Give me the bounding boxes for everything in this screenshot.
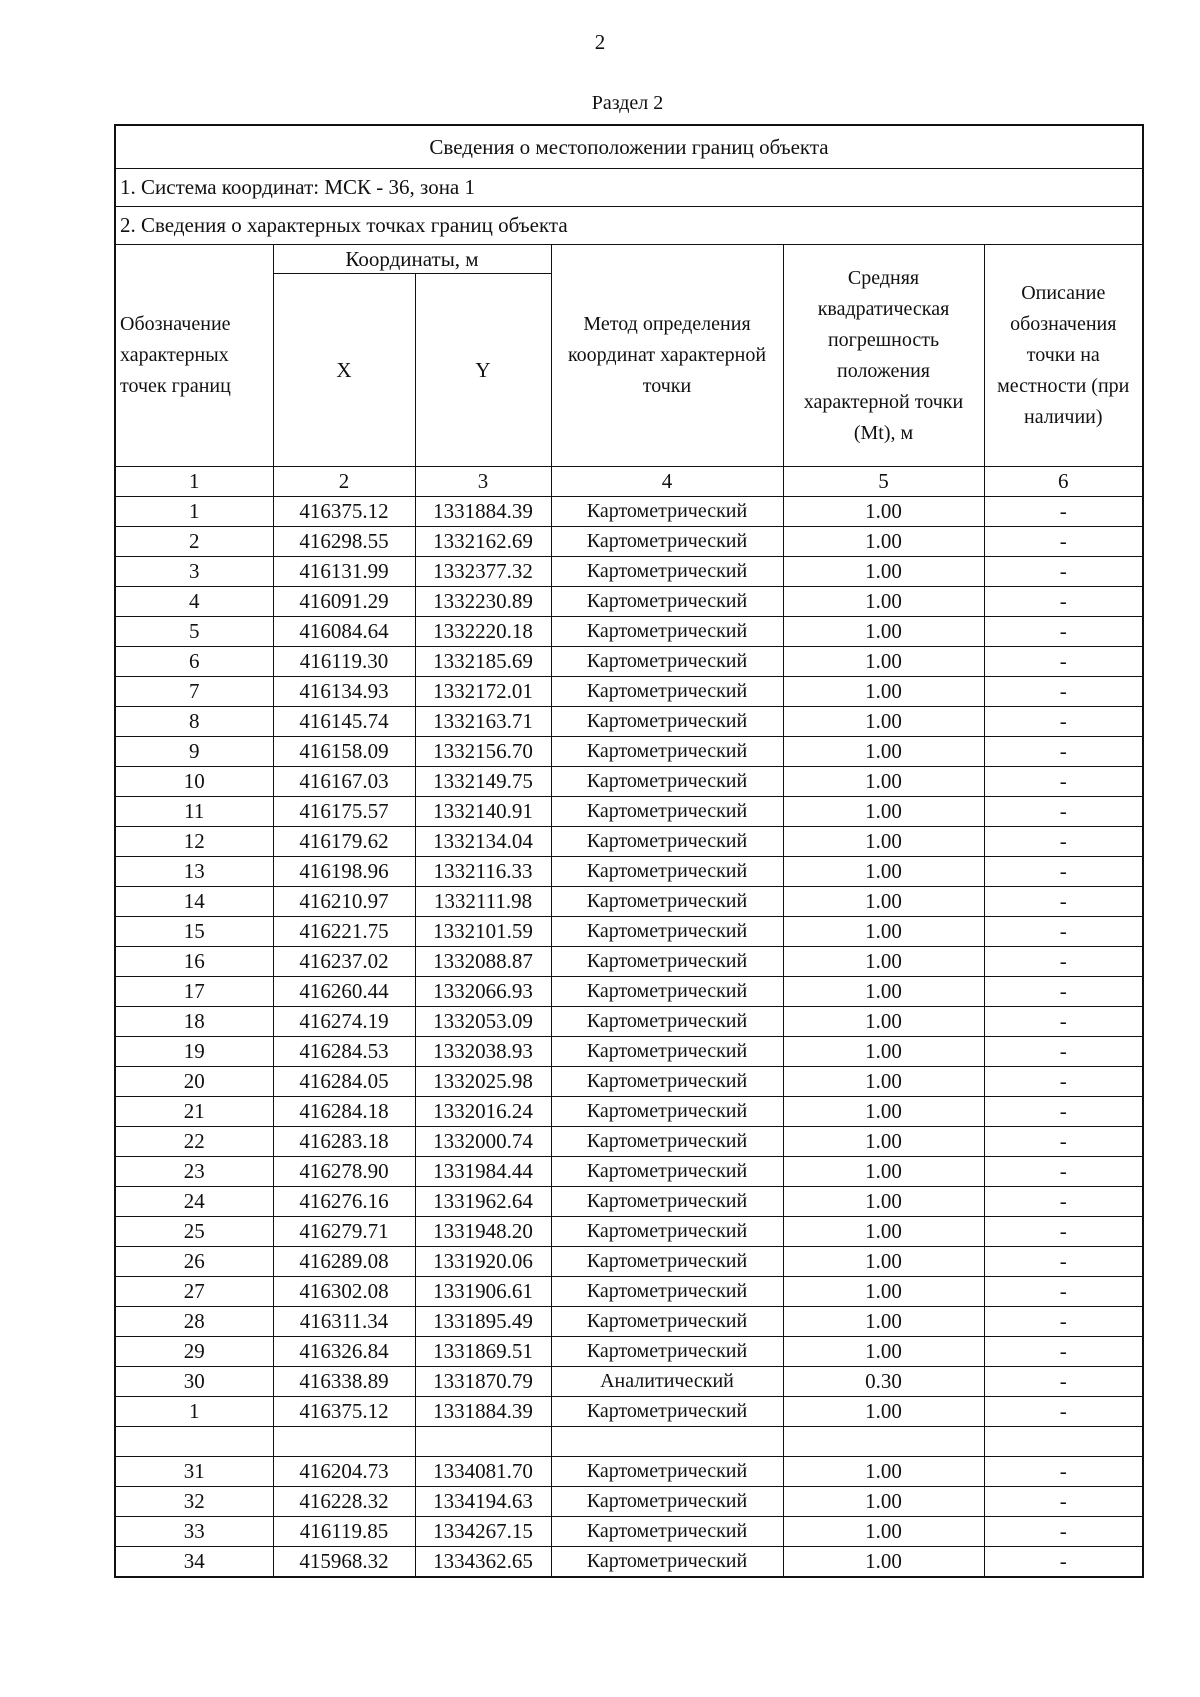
mean-error-cell: 1.00 xyxy=(783,1007,984,1037)
mean-error-cell: 1.00 xyxy=(783,1337,984,1367)
point-number-cell: 13 xyxy=(115,857,273,887)
y-coordinate-cell: 1332134.04 xyxy=(415,827,551,857)
point-number-cell: 11 xyxy=(115,797,273,827)
mean-error-cell: 1.00 xyxy=(783,617,984,647)
description-cell: - xyxy=(984,977,1143,1007)
table-row xyxy=(115,1127,1143,1157)
empty-cell xyxy=(115,1427,273,1457)
section-title: Раздел 2 xyxy=(591,92,664,114)
point-number-cell: 18 xyxy=(115,1007,273,1037)
x-coordinate-cell: 416260.44 xyxy=(273,977,415,1007)
y-coordinate-cell: 1331869.51 xyxy=(415,1337,551,1367)
point-number-cell: 24 xyxy=(115,1187,273,1217)
point-number-cell: 33 xyxy=(115,1517,273,1547)
header-x: X xyxy=(273,274,415,467)
x-coordinate-cell: 416119.85 xyxy=(273,1517,415,1547)
method-cell: Картометрический xyxy=(551,1187,783,1217)
description-cell: - xyxy=(984,1217,1143,1247)
y-coordinate-cell: 1334194.63 xyxy=(415,1487,551,1517)
y-coordinate-cell: 1332149.75 xyxy=(415,767,551,797)
point-number-cell: 6 xyxy=(115,647,273,677)
x-coordinate-cell: 416326.84 xyxy=(273,1337,415,1367)
mean-error-cell: 1.00 xyxy=(783,917,984,947)
method-cell: Аналитический xyxy=(551,1367,783,1397)
description-cell: - xyxy=(984,1277,1143,1307)
table-row xyxy=(115,1097,1143,1127)
table-row xyxy=(115,1217,1143,1247)
x-coordinate-cell: 416375.12 xyxy=(273,497,415,527)
description-cell: - xyxy=(984,1517,1143,1547)
coordinate-system: 1. Система координат: МСК - 36, зона 1 xyxy=(115,169,1143,207)
table-row xyxy=(115,1067,1143,1097)
column-number: 1 xyxy=(115,467,273,497)
y-coordinate-cell: 1332016.24 xyxy=(415,1097,551,1127)
x-coordinate-cell: 416278.90 xyxy=(273,1157,415,1187)
description-cell: - xyxy=(984,1187,1143,1217)
x-coordinate-cell: 416221.75 xyxy=(273,917,415,947)
empty-cell xyxy=(273,1427,415,1457)
point-number-cell: 16 xyxy=(115,947,273,977)
description-cell: - xyxy=(984,707,1143,737)
header-method: Метод определения координат характерной точки xyxy=(551,245,783,467)
x-coordinate-cell: 416284.05 xyxy=(273,1067,415,1097)
mean-error-cell: 1.00 xyxy=(783,587,984,617)
x-coordinate-cell: 416145.74 xyxy=(273,707,415,737)
method-cell: Картометрический xyxy=(551,917,783,947)
point-number-cell: 17 xyxy=(115,977,273,1007)
method-cell: Картометрический xyxy=(551,617,783,647)
table-row xyxy=(115,707,1143,737)
mean-error-cell: 1.00 xyxy=(783,707,984,737)
description-cell: - xyxy=(984,677,1143,707)
table-row xyxy=(115,587,1143,617)
point-number-cell: 34 xyxy=(115,1547,273,1578)
y-coordinate-cell: 1332220.18 xyxy=(415,617,551,647)
description-cell: - xyxy=(984,1457,1143,1487)
method-cell: Картометрический xyxy=(551,1487,783,1517)
mean-error-cell: 1.00 xyxy=(783,1397,984,1427)
mean-error-cell: 1.00 xyxy=(783,1127,984,1157)
x-coordinate-cell: 416338.89 xyxy=(273,1367,415,1397)
mean-error-cell: 1.00 xyxy=(783,827,984,857)
x-coordinate-cell: 416375.12 xyxy=(273,1397,415,1427)
mean-error-cell: 1.00 xyxy=(783,1307,984,1337)
x-coordinate-cell: 416204.73 xyxy=(273,1457,415,1487)
description-cell: - xyxy=(984,797,1143,827)
y-coordinate-cell: 1332000.74 xyxy=(415,1127,551,1157)
x-coordinate-cell: 416283.18 xyxy=(273,1127,415,1157)
description-cell: - xyxy=(984,1127,1143,1157)
method-cell: Картометрический xyxy=(551,1307,783,1337)
y-coordinate-cell: 1332101.59 xyxy=(415,917,551,947)
x-coordinate-cell: 416091.29 xyxy=(273,587,415,617)
method-cell: Картометрический xyxy=(551,977,783,1007)
empty-cell xyxy=(783,1427,984,1457)
table-row xyxy=(115,737,1143,767)
description-cell: - xyxy=(984,1097,1143,1127)
description-cell: - xyxy=(984,647,1143,677)
x-coordinate-cell: 416167.03 xyxy=(273,767,415,797)
mean-error-cell: 1.00 xyxy=(783,1547,984,1578)
method-cell: Картометрический xyxy=(551,827,783,857)
table-row xyxy=(115,617,1143,647)
description-cell: - xyxy=(984,1247,1143,1277)
point-number-cell: 8 xyxy=(115,707,273,737)
method-cell: Картометрический xyxy=(551,1397,783,1427)
point-number-cell: 22 xyxy=(115,1127,273,1157)
description-cell: - xyxy=(984,1487,1143,1517)
method-cell: Картометрический xyxy=(551,737,783,767)
table-row xyxy=(115,1337,1143,1367)
empty-cell xyxy=(984,1427,1143,1457)
table-row xyxy=(115,1187,1143,1217)
mean-error-cell: 1.00 xyxy=(783,1097,984,1127)
point-number-cell: 5 xyxy=(115,617,273,647)
table-row xyxy=(115,797,1143,827)
mean-error-cell: 1.00 xyxy=(783,1037,984,1067)
table-title: Сведения о местоположении границ объекта xyxy=(115,125,1143,169)
points-section-header: 2. Сведения о характерных точках границ объекта xyxy=(115,207,1143,245)
x-coordinate-cell: 416298.55 xyxy=(273,527,415,557)
point-number-cell: 2 xyxy=(115,527,273,557)
y-coordinate-cell: 1331895.49 xyxy=(415,1307,551,1337)
y-coordinate-cell: 1334267.15 xyxy=(415,1517,551,1547)
method-cell: Картометрический xyxy=(551,857,783,887)
table-row xyxy=(115,1547,1143,1578)
x-coordinate-cell: 416119.30 xyxy=(273,647,415,677)
method-cell: Картометрический xyxy=(551,1247,783,1277)
method-cell: Картометрический xyxy=(551,1067,783,1097)
x-coordinate-cell: 416134.93 xyxy=(273,677,415,707)
y-coordinate-cell: 1331920.06 xyxy=(415,1247,551,1277)
point-number-cell: 25 xyxy=(115,1217,273,1247)
method-cell: Картометрический xyxy=(551,1277,783,1307)
empty-cell xyxy=(415,1427,551,1457)
mean-error-cell: 1.00 xyxy=(783,887,984,917)
mean-error-cell: 1.00 xyxy=(783,1457,984,1487)
column-number: 4 xyxy=(551,467,783,497)
description-cell: - xyxy=(984,1157,1143,1187)
method-cell: Картометрический xyxy=(551,677,783,707)
y-coordinate-cell: 1332111.98 xyxy=(415,887,551,917)
point-number-cell: 32 xyxy=(115,1487,273,1517)
mean-error-cell: 1.00 xyxy=(783,1187,984,1217)
description-cell: - xyxy=(984,887,1143,917)
description-cell: - xyxy=(984,737,1143,767)
y-coordinate-cell: 1332025.98 xyxy=(415,1067,551,1097)
point-number-cell: 20 xyxy=(115,1067,273,1097)
method-cell: Картометрический xyxy=(551,887,783,917)
table-row xyxy=(115,1397,1143,1427)
mean-error-cell: 1.00 xyxy=(783,1157,984,1187)
y-coordinate-cell: 1331984.44 xyxy=(415,1157,551,1187)
method-cell: Картометрический xyxy=(551,707,783,737)
method-cell: Картометрический xyxy=(551,797,783,827)
point-number-cell: 14 xyxy=(115,887,273,917)
separator-row xyxy=(115,1427,1143,1457)
y-coordinate-cell: 1331870.79 xyxy=(415,1367,551,1397)
method-cell: Картометрический xyxy=(551,527,783,557)
y-coordinate-cell: 1332163.71 xyxy=(415,707,551,737)
method-cell: Картометрический xyxy=(551,1157,783,1187)
method-cell: Картометрический xyxy=(551,647,783,677)
x-coordinate-cell: 416302.08 xyxy=(273,1277,415,1307)
point-number-cell: 1 xyxy=(115,497,273,527)
mean-error-cell: 1.00 xyxy=(783,947,984,977)
point-number-cell: 27 xyxy=(115,1277,273,1307)
y-coordinate-cell: 1332377.32 xyxy=(415,557,551,587)
description-cell: - xyxy=(984,767,1143,797)
method-cell: Картометрический xyxy=(551,1457,783,1487)
description-cell: - xyxy=(984,947,1143,977)
column-number: 6 xyxy=(984,467,1143,497)
method-cell: Картометрический xyxy=(551,1007,783,1037)
method-cell: Картометрический xyxy=(551,767,783,797)
mean-error-cell: 1.00 xyxy=(783,1247,984,1277)
x-coordinate-cell: 416175.57 xyxy=(273,797,415,827)
point-number-cell: 30 xyxy=(115,1367,273,1397)
table-row xyxy=(115,527,1143,557)
y-coordinate-cell: 1332230.89 xyxy=(415,587,551,617)
x-coordinate-cell: 416228.32 xyxy=(273,1487,415,1517)
x-coordinate-cell: 416274.19 xyxy=(273,1007,415,1037)
x-coordinate-cell: 415968.32 xyxy=(273,1547,415,1578)
y-coordinate-cell: 1331884.39 xyxy=(415,497,551,527)
point-number-cell: 19 xyxy=(115,1037,273,1067)
header-point-designation: Обозначение характерных точек границ xyxy=(115,245,273,467)
mean-error-cell: 1.00 xyxy=(783,857,984,887)
column-number: 5 xyxy=(783,467,984,497)
y-coordinate-cell: 1332156.70 xyxy=(415,737,551,767)
method-cell: Картометрический xyxy=(551,497,783,527)
x-coordinate-cell: 416284.18 xyxy=(273,1097,415,1127)
table-row xyxy=(115,1457,1143,1487)
header-mean-error: Средняя квадратическая погрешность положения характерной точки (Mt), м xyxy=(783,245,984,467)
y-coordinate-cell: 1332088.87 xyxy=(415,947,551,977)
x-coordinate-cell: 416276.16 xyxy=(273,1187,415,1217)
column-number: 3 xyxy=(415,467,551,497)
description-cell: - xyxy=(984,1067,1143,1097)
table-row xyxy=(115,497,1143,527)
table-row xyxy=(115,947,1143,977)
y-coordinate-cell: 1332185.69 xyxy=(415,647,551,677)
method-cell: Картометрический xyxy=(551,557,783,587)
table-row xyxy=(115,857,1143,887)
y-coordinate-cell: 1331962.64 xyxy=(415,1187,551,1217)
table-row xyxy=(115,1367,1143,1397)
table-row xyxy=(115,1487,1143,1517)
x-coordinate-cell: 416179.62 xyxy=(273,827,415,857)
x-coordinate-cell: 416311.34 xyxy=(273,1307,415,1337)
point-number-cell: 28 xyxy=(115,1307,273,1337)
header-description: Описание обозначения точки на местности (при наличии) xyxy=(984,245,1143,467)
description-cell: - xyxy=(984,557,1143,587)
method-cell: Картометрический xyxy=(551,1037,783,1067)
point-number-cell: 23 xyxy=(115,1157,273,1187)
table-row xyxy=(115,1307,1143,1337)
description-cell: - xyxy=(984,617,1143,647)
x-coordinate-cell: 416284.53 xyxy=(273,1037,415,1067)
method-cell: Картометрический xyxy=(551,947,783,977)
header-coordinates: Координаты, м xyxy=(273,245,551,274)
table-row xyxy=(115,1517,1143,1547)
mean-error-cell: 1.00 xyxy=(783,1517,984,1547)
y-coordinate-cell: 1332038.93 xyxy=(415,1037,551,1067)
mean-error-cell: 1.00 xyxy=(783,1277,984,1307)
table-row xyxy=(115,1157,1143,1187)
mean-error-cell: 1.00 xyxy=(783,677,984,707)
description-cell: - xyxy=(984,827,1143,857)
y-coordinate-cell: 1332172.01 xyxy=(415,677,551,707)
x-coordinate-cell: 416158.09 xyxy=(273,737,415,767)
mean-error-cell: 1.00 xyxy=(783,737,984,767)
mean-error-cell: 1.00 xyxy=(783,1217,984,1247)
y-coordinate-cell: 1331884.39 xyxy=(415,1397,551,1427)
y-coordinate-cell: 1332140.91 xyxy=(415,797,551,827)
mean-error-cell: 0.30 xyxy=(783,1367,984,1397)
table-row xyxy=(115,1277,1143,1307)
description-cell: - xyxy=(984,857,1143,887)
mean-error-cell: 1.00 xyxy=(783,767,984,797)
y-coordinate-cell: 1332162.69 xyxy=(415,527,551,557)
method-cell: Картометрический xyxy=(551,587,783,617)
point-number-cell: 26 xyxy=(115,1247,273,1277)
y-coordinate-cell: 1331948.20 xyxy=(415,1217,551,1247)
y-coordinate-cell: 1332053.09 xyxy=(415,1007,551,1037)
description-cell: - xyxy=(984,1397,1143,1427)
method-cell: Картометрический xyxy=(551,1217,783,1247)
table-row xyxy=(115,557,1143,587)
point-number-cell: 9 xyxy=(115,737,273,767)
column-number: 2 xyxy=(273,467,415,497)
y-coordinate-cell: 1334081.70 xyxy=(415,1457,551,1487)
point-number-cell: 31 xyxy=(115,1457,273,1487)
mean-error-cell: 1.00 xyxy=(783,557,984,587)
description-cell: - xyxy=(984,497,1143,527)
method-cell: Картометрический xyxy=(551,1337,783,1367)
point-number-cell: 12 xyxy=(115,827,273,857)
x-coordinate-cell: 416289.08 xyxy=(273,1247,415,1277)
y-coordinate-cell: 1332066.93 xyxy=(415,977,551,1007)
x-coordinate-cell: 416210.97 xyxy=(273,887,415,917)
method-cell: Картометрический xyxy=(551,1547,783,1578)
y-coordinate-cell: 1332116.33 xyxy=(415,857,551,887)
mean-error-cell: 1.00 xyxy=(783,1067,984,1097)
description-cell: - xyxy=(984,1037,1143,1067)
x-coordinate-cell: 416084.64 xyxy=(273,617,415,647)
x-coordinate-cell: 416131.99 xyxy=(273,557,415,587)
point-number-cell: 29 xyxy=(115,1337,273,1367)
empty-cell xyxy=(551,1427,783,1457)
point-number-cell: 21 xyxy=(115,1097,273,1127)
point-number-cell: 15 xyxy=(115,917,273,947)
point-number-cell: 7 xyxy=(115,677,273,707)
table-row xyxy=(115,1007,1143,1037)
description-cell: - xyxy=(984,1337,1143,1367)
point-number-cell: 3 xyxy=(115,557,273,587)
mean-error-cell: 1.00 xyxy=(783,797,984,827)
mean-error-cell: 1.00 xyxy=(783,647,984,677)
mean-error-cell: 1.00 xyxy=(783,977,984,1007)
header-y: Y xyxy=(415,274,551,467)
table-row xyxy=(115,647,1143,677)
description-cell: - xyxy=(984,1307,1143,1337)
method-cell: Картометрический xyxy=(551,1097,783,1127)
description-cell: - xyxy=(984,1367,1143,1397)
description-cell: - xyxy=(984,1007,1143,1037)
table-row xyxy=(115,887,1143,917)
x-coordinate-cell: 416237.02 xyxy=(273,947,415,977)
x-coordinate-cell: 416279.71 xyxy=(273,1217,415,1247)
mean-error-cell: 1.00 xyxy=(783,527,984,557)
mean-error-cell: 1.00 xyxy=(783,497,984,527)
page-number: 2 xyxy=(594,30,606,54)
description-cell: - xyxy=(984,917,1143,947)
y-coordinate-cell: 1331906.61 xyxy=(415,1277,551,1307)
table-row xyxy=(115,977,1143,1007)
table-row xyxy=(115,1037,1143,1067)
description-cell: - xyxy=(984,1547,1143,1578)
description-cell: - xyxy=(984,527,1143,557)
point-number-cell: 10 xyxy=(115,767,273,797)
x-coordinate-cell: 416198.96 xyxy=(273,857,415,887)
point-number-cell: 1 xyxy=(115,1397,273,1427)
y-coordinate-cell: 1334362.65 xyxy=(415,1547,551,1578)
boundary-points-table xyxy=(114,124,1144,1578)
point-number-cell: 4 xyxy=(115,587,273,617)
table-row xyxy=(115,827,1143,857)
table-row xyxy=(115,1247,1143,1277)
table-row xyxy=(115,767,1143,797)
method-cell: Картометрический xyxy=(551,1127,783,1157)
table-row xyxy=(115,677,1143,707)
description-cell: - xyxy=(984,587,1143,617)
method-cell: Картометрический xyxy=(551,1517,783,1547)
mean-error-cell: 1.00 xyxy=(783,1487,984,1517)
table-row xyxy=(115,917,1143,947)
